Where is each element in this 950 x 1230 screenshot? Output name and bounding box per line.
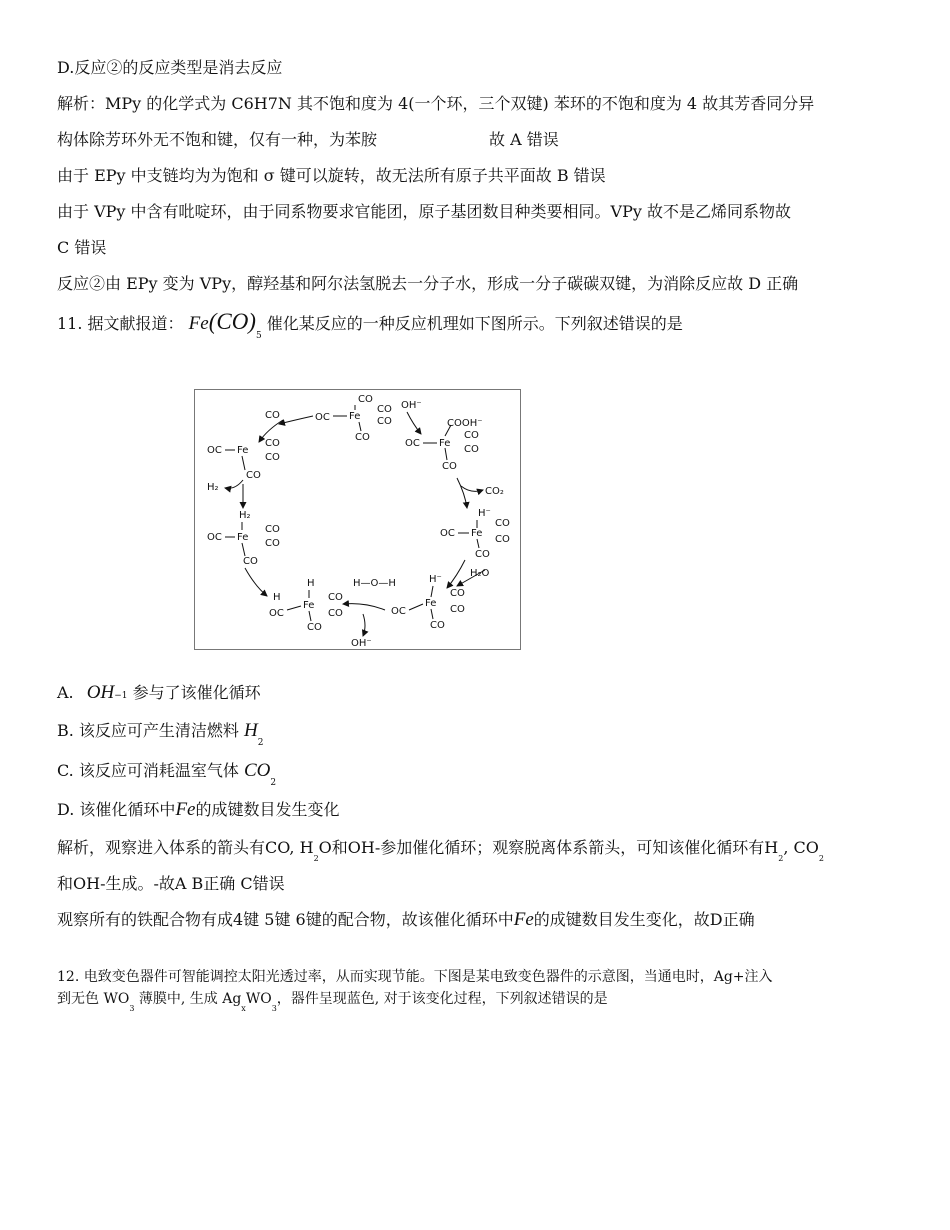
option-c-text: C. 该反应可消耗温室气体 <box>57 761 239 780</box>
analysis-line-5: C 错误 <box>57 238 107 257</box>
q11-analysis-1c: , CO <box>783 838 819 857</box>
analysis-line-2a: 构体除芳环外无不饱和键，仅有一种，为苯胺 <box>57 130 378 149</box>
fig-co: CO <box>307 622 322 633</box>
q11-analysis-sub: 2 <box>313 854 319 863</box>
fig-co2: CO₂ <box>485 486 504 497</box>
fig-hminus: H⁻ <box>429 574 442 585</box>
question-11 <box>57 309 683 341</box>
fig-oc: OC <box>440 528 455 539</box>
question-12-line-2 <box>57 988 608 1012</box>
option-d-text-2: 的成键数目发生变化 <box>195 800 340 819</box>
option-a-text: 参与了该催化循环 <box>132 683 261 702</box>
option-a-formula: OH <box>86 682 115 703</box>
q11-analysis-line-1 <box>57 837 824 862</box>
q11-analysis-line-3 <box>57 909 755 931</box>
fig-co: CO <box>450 604 465 615</box>
analysis-line-1: 解析：MPy 的化学式为 C6H7N 其不饱和度为 4(一个环，三个双键) 苯环的不饱和度为 4 故其芳香同分异 <box>57 94 815 113</box>
q12-l2c: WO <box>245 991 272 1007</box>
fig-h: H <box>273 592 281 603</box>
fig-hoh: H—O—H <box>353 578 396 589</box>
q11-analysis-3c: 的成键数目发生变化，故D正确 <box>533 910 755 929</box>
fig-co: CO <box>358 394 373 405</box>
fig-h2: H₂ <box>239 510 251 521</box>
q12-l2b: 薄膜中, 生成 Ag <box>134 991 242 1007</box>
fig-fe: Fe <box>425 598 437 609</box>
option-c <box>57 760 277 788</box>
fig-h2o: H₂O <box>470 568 490 579</box>
fig-co: CO <box>475 549 490 560</box>
fig-co: CO <box>495 534 510 545</box>
option-c-sub: 2 <box>270 778 277 788</box>
fig-co: CO <box>464 430 479 441</box>
option-a-label: A. <box>57 683 74 702</box>
q12-sub3: 3 <box>129 1004 135 1013</box>
fig-co: CO <box>265 452 280 463</box>
q11-suffix: 催化某反应的一种反应机理如下图所示。下列叙述错误的是 <box>266 314 683 333</box>
option-d-text-1: D. 该催化循环中 <box>57 800 176 819</box>
option-d-prev: D.反应②的反应类型是消去反应 <box>57 58 283 77</box>
q12-sub3: 3 <box>271 1004 277 1013</box>
q11-analysis-line-2: 和OH-生成。-故A B正确 C错误 <box>57 874 285 893</box>
fig-co: CO <box>265 410 280 421</box>
fig-fe: Fe <box>237 445 249 456</box>
fig-co: CO <box>355 432 370 443</box>
fig-co: CO <box>442 461 457 472</box>
fig-oc: OC <box>315 412 330 423</box>
fig-co: CO <box>377 404 392 415</box>
option-a <box>57 682 261 707</box>
q11-analysis-sub: 2 <box>818 854 824 863</box>
fig-fe: Fe <box>349 411 361 422</box>
fig-co: CO <box>495 518 510 529</box>
analysis-line-2b: 故 A 错误 <box>489 130 559 149</box>
fig-co: CO <box>450 588 465 599</box>
option-a-sup: −1 <box>114 691 128 701</box>
fig-co: CO <box>265 538 280 549</box>
fig-co: CO <box>464 444 479 455</box>
analysis-line-3: 由于 EPy 中支链均为为饱和 σ 键可以旋转，故无法所有原子共平面故 B 错误 <box>57 166 606 185</box>
fig-co: CO <box>328 592 343 603</box>
option-d-formula: Fe <box>175 799 196 820</box>
fig-h2: H₂ <box>207 482 219 493</box>
q11-analysis-1b: O和OH-参加催化循环；观察脱离体系箭头，可知该催化循环有H <box>318 838 779 857</box>
analysis-line-2 <box>57 129 559 151</box>
q11-formula-fe: Fe <box>188 313 209 334</box>
fig-co: CO <box>265 524 280 535</box>
option-c-formula: CO <box>243 760 271 781</box>
analysis-line-4: 由于 VPy 中含有吡啶环，由于同系物要求官能团，原子基团数目种类要相同。VPy 故不是乙烯同系物故 <box>57 202 791 221</box>
fig-oh: OH⁻ <box>401 400 422 411</box>
fig-oc: OC <box>269 608 284 619</box>
option-b-text: B. 该反应可产生清洁燃料 <box>57 721 239 740</box>
q11-formula-sub: 5 <box>255 331 262 341</box>
q11-analysis-sub: 2 <box>778 854 784 863</box>
q11-prefix: 11. 据文献报道： <box>57 314 184 333</box>
fig-h: H <box>307 578 315 589</box>
fig-co: CO <box>265 438 280 449</box>
analysis-line-6: 反应②由 EPy 变为 VPy，醇羟基和阿尔法氢脱去一分子水，形成一分子碳碳双键，为消除反应故 D 正确 <box>57 274 799 293</box>
q11-formula-co: (CO) <box>208 309 256 334</box>
option-b-sub: 2 <box>257 738 264 748</box>
fig-co: CO <box>430 620 445 631</box>
question-12-line-1: 12. 电致变色器件可智能调控太阳光透过率，从而实现节能。下图是某电致变色器件的示意图，当通电时，Ag+注入 <box>57 969 773 985</box>
q12-l2d: ，器件呈现蓝色, 对于该变化过程，下列叙述错误的是 <box>276 991 608 1007</box>
fig-cooh: COOH⁻ <box>447 418 483 429</box>
q12-subx: x <box>241 1004 246 1013</box>
q11-analysis-3b: Fe <box>513 909 534 930</box>
fig-fe: Fe <box>471 528 483 539</box>
fig-fe: Fe <box>237 532 249 543</box>
option-b <box>57 720 264 748</box>
fig-co: CO <box>246 470 261 481</box>
q12-l2a: 到无色 WO <box>57 991 130 1007</box>
option-b-formula: H <box>244 720 258 741</box>
fig-co: CO <box>243 556 258 567</box>
fig-co: CO <box>377 416 392 427</box>
fig-fe: Fe <box>439 438 451 449</box>
fig-co: CO <box>328 608 343 619</box>
catalytic-cycle-figure <box>194 389 521 650</box>
fig-oh: OH⁻ <box>351 638 372 649</box>
q11-analysis-3a: 观察所有的铁配合物有成4键 5键 6键的配合物，故该催化循环中 <box>57 910 514 929</box>
q11-analysis-1a: 解析，观察进入体系的箭头有CO, H <box>57 838 314 857</box>
fig-oc: OC <box>207 532 222 543</box>
fig-oc: OC <box>207 445 222 456</box>
fig-oc: OC <box>405 438 420 449</box>
fig-hminus: H⁻ <box>478 508 491 519</box>
option-d <box>57 799 340 821</box>
fig-fe: Fe <box>303 600 315 611</box>
fig-oc: OC <box>391 606 406 617</box>
